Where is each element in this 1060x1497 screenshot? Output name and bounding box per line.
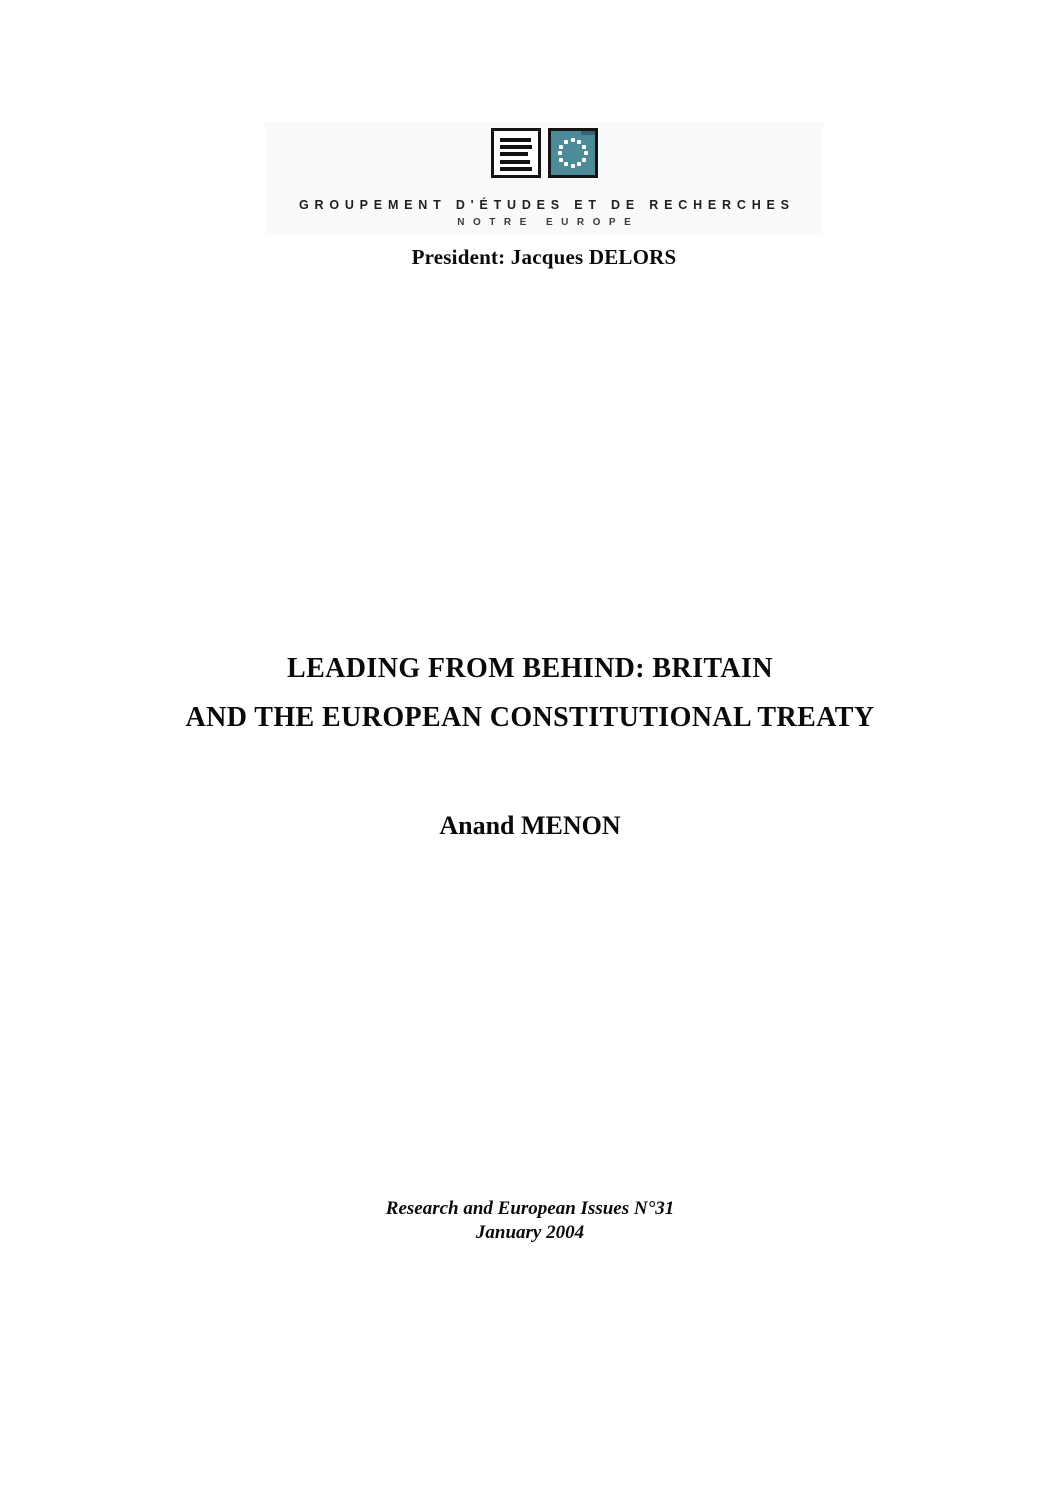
president-line: President: Jacques DELORS (411, 245, 677, 269)
org-subtitle: NOTRE EUROPE (457, 217, 640, 228)
notre-europe-logo (265, 122, 823, 236)
logo-squares (265, 128, 823, 178)
date-line: January 2004 (475, 1221, 585, 1243)
eu-stars-icon (548, 128, 598, 178)
page-title (0, 644, 1060, 742)
issue-info (0, 1197, 1060, 1244)
scan-artifact (581, 131, 595, 135)
series-line: Research and European Issues N°31 (385, 1198, 675, 1219)
title-line-1: LEADING FROM BEHIND: BRITAIN (287, 653, 773, 684)
author-name: Anand MENON (439, 811, 621, 840)
title-line-2: AND THE EUROPEAN CONSTITUTIONAL TREATY (185, 702, 875, 733)
document-lines-icon (491, 128, 541, 178)
org-name: GROUPEMENT D'ÉTUDES ET DE RECHERCHES (298, 198, 795, 212)
